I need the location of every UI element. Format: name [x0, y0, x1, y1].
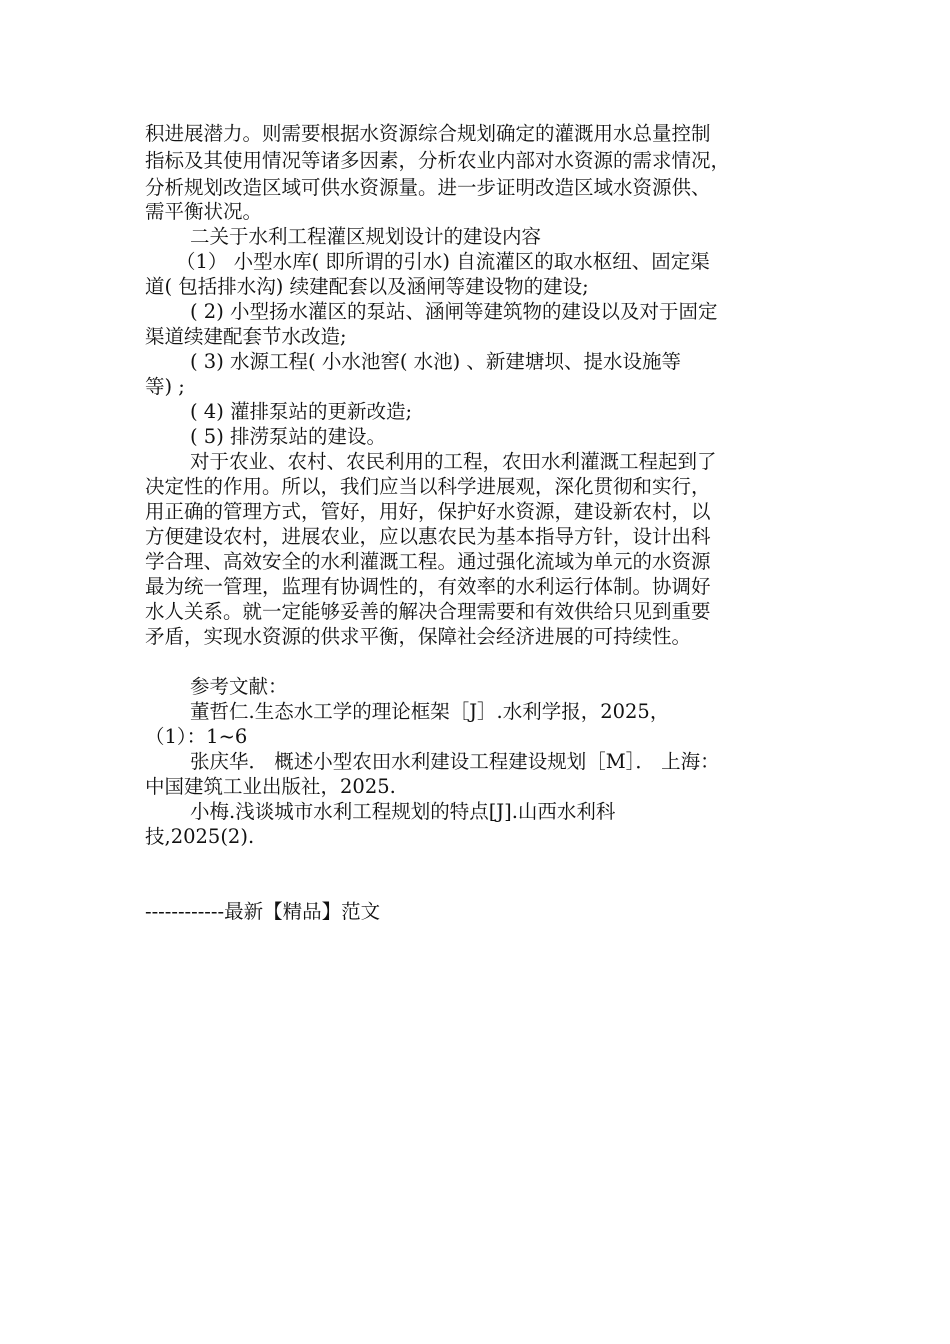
list-item-line: ( 3) 水源工程( 小水池窖( 水池) 、新建塘坝、提水设施等 [190, 350, 681, 373]
paragraph-line: 决定性的作用。所以，我们应当以科学进展观，深化贯彻和实行， [145, 475, 711, 498]
list-item-line: 渠道续建配套节水改造; [145, 325, 347, 348]
paragraph-line: 矛盾，实现水资源的供求平衡，保障社会经济进展的可持续性。 [145, 625, 692, 648]
reference-line: 小梅.浅谈城市水利工程规划的特点[J].山西水利科 [190, 800, 616, 823]
paragraph-line: 对于农业、农村、农民利用的工程，农田水利灌溉工程起到了 [190, 450, 717, 473]
reference-line: 技,2025(2). [145, 825, 255, 848]
paragraph-line: 积进展潜力。则需要根据水资源综合规划确定的灌溉用水总量控制 [145, 122, 711, 145]
paragraph-line: 方便建设农村，进展农业，应以惠农民为基本指导方针，设计出科 [145, 525, 711, 548]
section-heading: 二关于水利工程灌区规划设计的建设内容 [190, 225, 542, 248]
paragraph-line: 分析规划改造区域可供水资源量。进一步证明改造区域水资源供、 [145, 176, 711, 199]
list-item-line: 道( 包括排水沟) 续建配套以及涵闸等建设物的建设; [145, 275, 589, 298]
paragraph-line: 需平衡状况。 [145, 200, 263, 223]
paragraph-line: 指标及其使用情况等诸多因素，分析农业内部对水资源的需求情况， [145, 149, 731, 172]
list-item-line: ( 5) 排涝泵站的建设。 [190, 425, 387, 448]
list-item-line: 等) ; [145, 375, 185, 398]
references-title: 参考文献： [190, 675, 288, 698]
paragraph-line: 最为统一管理，监理有协调性的，有效率的水利运行体制。协调好 [145, 575, 711, 598]
reference-line: 中国建筑工业出版社，2025. [145, 775, 396, 798]
footer-text: ------------最新【精品】范文 [145, 900, 381, 923]
paragraph-line: 用正确的管理方式，管好，用好，保护好水资源，建设新农村，以 [145, 500, 711, 523]
list-item-line: ( 2) 小型扬水灌区的泵站、涵闸等建筑物的建设以及对于固定 [190, 300, 718, 323]
list-item-line: ( 4) 灌排泵站的更新改造; [190, 400, 413, 423]
reference-line: （1）：1~6 [145, 725, 248, 748]
reference-line: 董哲仁.生态水工学的理论框架［J］.水利学报，2025， [190, 700, 670, 723]
reference-line: 张庆华． 概述小型农田水利建设工程建设规划［M］． 上海： [190, 750, 720, 773]
paragraph-line: 学合理、高效安全的水利灌溉工程。通过强化流域为单元的水资源 [145, 550, 711, 573]
paragraph-line: 水人关系。就一定能够妥善的解决合理需要和有效供给只见到重要 [145, 600, 711, 623]
list-item-line: （1） 小型水库( 即所谓的引水) 自流灌区的取水枢纽、固定渠 [176, 250, 710, 273]
